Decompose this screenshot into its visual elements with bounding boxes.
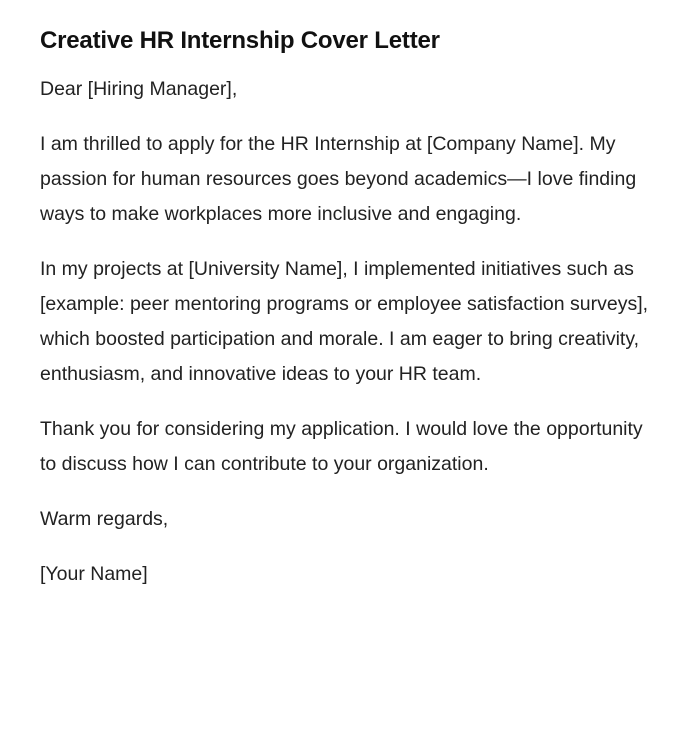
closing: Warm regards, <box>40 508 169 530</box>
body-paragraph-1: I am thrilled to apply for the HR Internship at [Company Name]. My passion for human resources goes beyond academics—I love finding ways to make workplaces more inclusive and engaging. <box>40 133 637 225</box>
signature: [Your Name] <box>40 563 148 585</box>
salutation: Dear [Hiring Manager], <box>40 78 238 100</box>
body-paragraph-3: Thank you for considering my application. I would love the opportunity to discuss how I can contribute to your organization. <box>40 418 643 475</box>
body-paragraph-2: In my projects at [University Name], I implemented initiatives such as [example: peer mentoring programs or employee satisfaction surveys], which boosted participation and morale. I am eager to bring creativity, enthusiasm, and innovative ideas to your HR team. <box>40 258 649 385</box>
document-title: Creative HR Internship Cover Letter <box>40 27 440 54</box>
